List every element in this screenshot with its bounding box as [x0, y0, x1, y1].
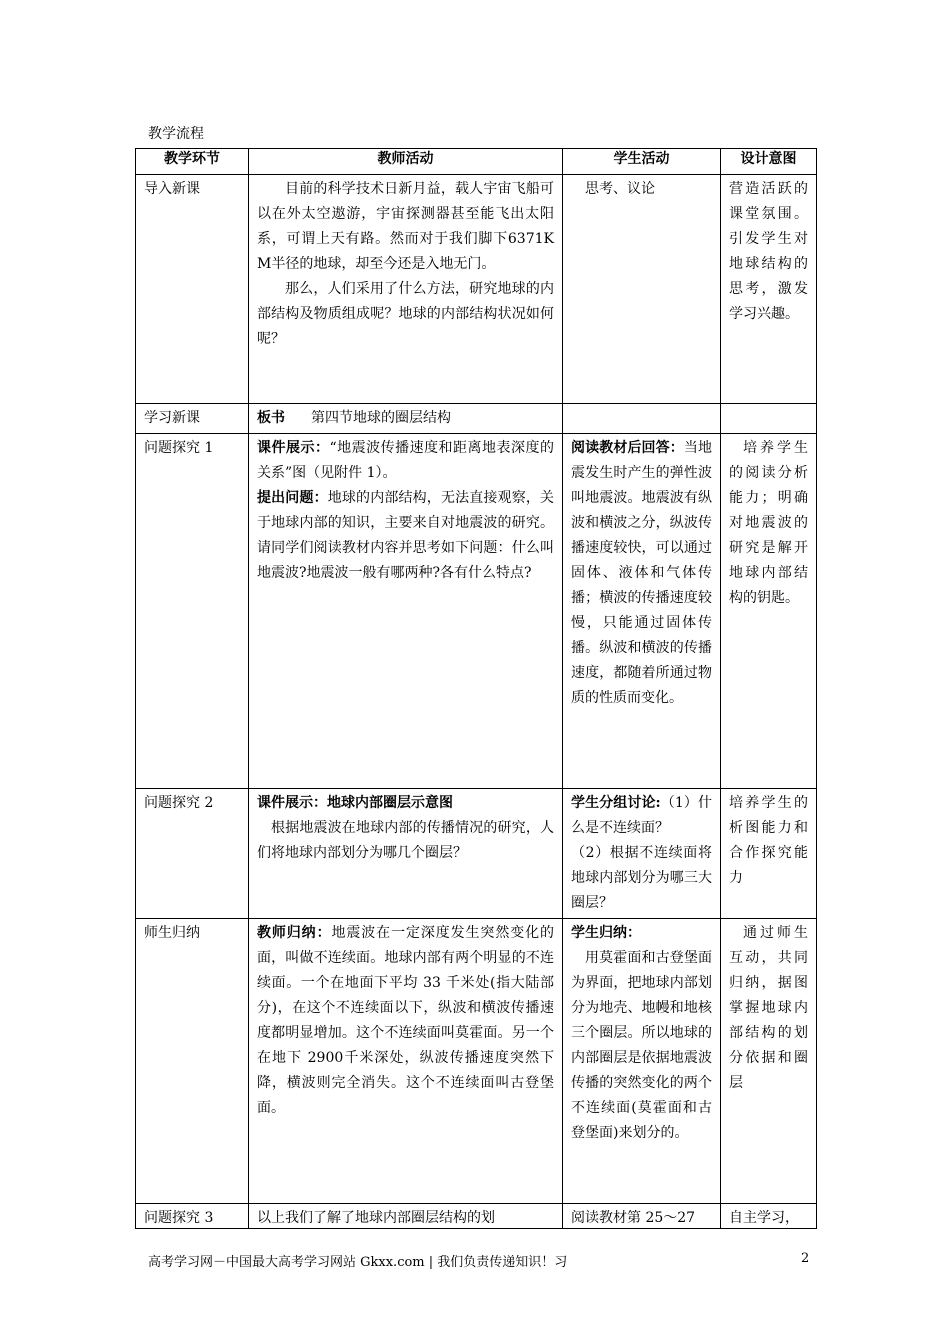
- teacher-paragraph: 那么，人们采用了什么方法，研究地球的内部结构及物质组成呢？地球的内部结构状况如何呢？: [257, 281, 554, 347]
- header-teacher-activity: 教师活动: [249, 149, 563, 175]
- header-student-activity: 学生活动: [563, 149, 721, 175]
- question-label: 提出问题：: [257, 490, 328, 506]
- header-stage: 教学环节: [136, 149, 249, 175]
- design-intent-cell: 通过师生互动，共同归纳，据图掌握地球内部结构的划分依据和圈层: [721, 919, 817, 1204]
- table-row: [136, 789, 817, 919]
- student-activity-cell: [563, 789, 721, 919]
- design-intent-cell: 营造活跃的课堂氛围。引发学生对地球结构的思考，激发学习兴趣。: [721, 175, 817, 404]
- teacher-activity-cell: [249, 404, 563, 434]
- teacher-activity-cell: 以上我们了解了地球内部圈层结构的划: [249, 1204, 563, 1229]
- student-summary-label: 学生归纳：: [571, 925, 641, 941]
- student-activity-cell: [563, 434, 721, 789]
- table-row: [136, 1204, 817, 1229]
- stage-cell: 问题探究 1: [136, 434, 249, 789]
- student-activity-cell: [563, 404, 721, 434]
- teacher-paragraph: 教师归纳：地震波在一定深度发生突然变化的面，叫做不连续面。地球内部有两个明显的不连续面。一个在地面下平均 33 千米处(指大陆部分)，在这个不连续面以下，纵波和横波传播速度都明显增加。这个不连续面叫莫霍面。另一个在地下 2900千米深处，纵波传播速度突然下降，横波则完全消失。这个不连续面叫古登堡面。: [257, 925, 555, 1116]
- teacher-activity-cell: [249, 789, 563, 919]
- stage-cell: 师生归纳: [136, 919, 249, 1204]
- table-row: [136, 919, 817, 1204]
- board-label: 板书: [257, 410, 285, 426]
- teacher-activity-cell: [249, 175, 563, 404]
- stage-cell: 导入新课: [136, 175, 249, 404]
- design-intent-cell: [721, 404, 817, 434]
- student-paragraph: （2）根据不连续面将地球内部划分为哪三大圈层？: [571, 845, 712, 911]
- board-text: 第四节地球的圈层结构: [311, 410, 451, 426]
- design-intent-cell: 自主学习，: [721, 1204, 817, 1229]
- teacher-activity-cell: [249, 919, 563, 1204]
- stage-cell: 问题探究 2: [136, 789, 249, 919]
- table-row: [136, 404, 817, 434]
- courseware-label: 课件展示：地球内部圈层示意图: [257, 795, 453, 811]
- teacher-activity-cell: [249, 434, 563, 789]
- student-paragraph: 用莫霍面和古登堡面为界面，把地球内部划分为地壳、地幔和地核三个圈层。所以地球的内部圈层是依据地震波传播的突然变化的两个不连续面(莫霍面和古登堡面)来划分的。: [571, 950, 712, 1141]
- page-number: 2: [801, 1251, 810, 1266]
- design-intent-cell: 培养学生的析图能力和合作探究能力: [721, 789, 817, 919]
- teacher-paragraph: [257, 791, 554, 816]
- page-footer: 高考学习网－中国最大高考学习网站 Gkxx.com | 我们负责传递知识！习: [148, 1255, 568, 1270]
- table-row: [136, 175, 817, 404]
- teacher-summary-label: 教师归纳：: [257, 925, 332, 941]
- courseware-label: 课件展示：: [257, 440, 330, 456]
- header-design-intent: 设计意图: [721, 149, 817, 175]
- student-text: 思考、议论: [585, 181, 655, 197]
- student-label: 学生分组讨论:: [571, 795, 661, 811]
- student-activity-cell: [563, 175, 721, 404]
- student-activity-cell: 阅读教材第 25～27: [563, 1204, 721, 1229]
- stage-cell: 问题探究 3: [136, 1204, 249, 1229]
- table-caption: 教学流程: [148, 126, 204, 142]
- table-header-row: [136, 149, 817, 175]
- teaching-flow-table: [135, 148, 817, 1229]
- teacher-paragraph: 课件展示：“地震波传播速度和距离地表深度的关系”图（见附件 1）。: [257, 440, 554, 481]
- teacher-paragraph: 提出问题：地球的内部结构，无法直接观察，关于地球内部的知识，主要来自对地震波的研究。请同学们阅读教材内容并思考如下问题：什么叫地震波?地震波一般有哪两种?各有什么特点?: [257, 490, 554, 581]
- table-row: [136, 434, 817, 789]
- student-paragraph: 阅读教材后回答：当地震发生时产生的弹性波叫地震波。地震波有纵波和横波之分，纵波传播速度较快，可以通过固体、液体和气体传播；横波的传播速度较慢，只能通过固体传播。纵波和横波的传播速度，都随着所通过物质的性质而变化。: [571, 440, 713, 706]
- student-paragraph: [571, 921, 712, 946]
- teacher-paragraph: 根据地震波在地球内部的传播情况的研究，人们将地球内部划分为哪几个圈层？: [257, 820, 554, 861]
- stage-cell: 学习新课: [136, 404, 249, 434]
- student-activity-cell: [563, 919, 721, 1204]
- student-paragraph: 学生分组讨论:（1）什么是不连续面？: [571, 795, 712, 836]
- student-label: 阅读教材后回答：: [571, 440, 684, 456]
- teacher-paragraph: 目前的科学技术日新月益，载人宇宙飞船可以在外太空遨游，宇宙探测器甚至能飞出太阳系，可谓上天有路。然而对于我们脚下6371KM半径的地球，却至今还是入地无门。: [257, 181, 554, 272]
- design-intent-cell: 培养学生的阅读分析能力；明确对地震波的研究是解开地球内部结构的钥匙。: [721, 434, 817, 789]
